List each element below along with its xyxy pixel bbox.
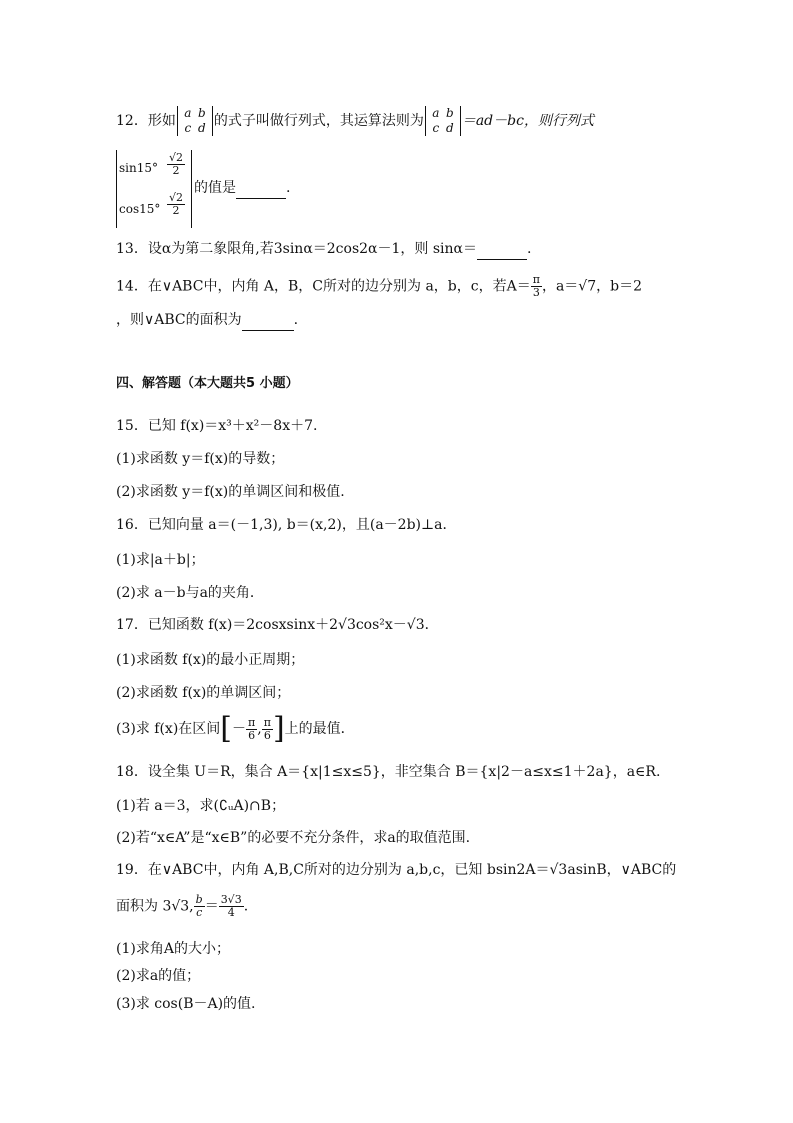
question-19-part3: (3)求 cos(B－A)的值.	[116, 996, 256, 1012]
determinant-symbol: a b c d	[425, 106, 461, 136]
question-text: 设全集 U＝R，集合 A＝{x|1≤x≤5}，非空集合 B＝{x|2－a≤x≤1＋2a}，a∈R.	[147, 764, 661, 780]
question-text: 在∨ABC中，内角 A，B，C所对的边分别为 a，b，c，若A＝	[147, 278, 531, 295]
question-text: 形如	[147, 113, 176, 129]
question-16-part1: (1)求|a＋b|；	[116, 552, 205, 568]
answer-blank[interactable]	[236, 178, 286, 199]
question-17-part3: (3)求 f(x)在区间[－ $\frac{\pi}{6}$ , $\frac{\pi}{6}$ ]上的最值．	[116, 711, 355, 746]
question-text: 已知 f(x)＝x³＋x²－8x＋7.	[147, 418, 318, 434]
question-number: 13．	[116, 241, 148, 257]
question-19-line2: 面积为 3√3, $\frac{b}{c}$ ＝ $\frac{3√3}{4}$ .	[116, 893, 249, 919]
question-number: 19．	[116, 862, 148, 878]
question-text: 设α为第二象限角,若3sinα＝2cos2α－1，则 sinα＝	[147, 241, 477, 257]
pi-over-3-fraction: $\frac{\pi}{3}$	[532, 273, 540, 299]
question-15-part1: (1)求函数 y＝f(x)的导数；	[116, 451, 285, 467]
question-12	[116, 106, 594, 136]
question-16	[116, 515, 457, 535]
question-18	[116, 762, 660, 782]
question-text: ，则∨ABC的面积为	[116, 312, 242, 328]
question-number: 18．	[116, 764, 148, 780]
question-18-part2: (2)若“x∈A”是“x∈B”的必要不充分条件，求a的取值范围.	[116, 830, 471, 846]
question-number: 12．	[116, 113, 148, 129]
question-17	[116, 615, 439, 635]
question-number: 15．	[116, 418, 148, 434]
question-text: 已知函数 f(x)＝2cosxsinx＋2√3cos²x－√3．	[147, 617, 439, 633]
det-entry: sin15°	[119, 161, 158, 175]
question-number: 17．	[116, 617, 148, 633]
question-17-part1: (1)求函数 f(x)的最小正周期；	[116, 652, 305, 668]
question-number: 16．	[116, 517, 148, 533]
question-text: ＝ad－bc，则行列式	[461, 113, 594, 129]
question-text: 的式子叫做行列式，其运算法则为	[213, 113, 424, 129]
trig-determinant	[116, 150, 192, 228]
question-13: 13．设α为第二象限角,若3sinα＝2cos2α－1，则 sinα＝ .	[116, 239, 531, 260]
question-19-part1: (1)求角A的大小；	[116, 941, 230, 957]
answer-blank[interactable]	[242, 310, 294, 331]
det-entry: cos15°	[119, 202, 161, 216]
question-number: 14．	[116, 278, 148, 295]
question-19	[116, 860, 676, 880]
question-15-part2: (2)求函数 y＝f(x)的单调区间和极值.	[116, 484, 345, 500]
question-text: 已知向量 a＝(－1,3), b＝(x,2)，且(a－2b)⊥a．	[147, 517, 457, 533]
question-19-part2: (2)求a的值；	[116, 968, 201, 984]
question-15	[116, 416, 317, 436]
question-14-line2: ，则∨ABC的面积为 .	[116, 310, 298, 331]
determinant-symbol: a b c d	[177, 106, 213, 136]
question-16-part2: (2)求 a－b与a的夹角．	[116, 585, 264, 601]
question-18-part1: (1)若 a＝3，求(∁ᵤA)∩B；	[116, 798, 286, 814]
answer-blank[interactable]	[477, 239, 527, 260]
det-entry-fraction: $\frac{√2}{2}$	[169, 191, 184, 217]
question-17-part2: (2)求函数 f(x)的单调区间；	[116, 685, 291, 701]
section-title: 四、解答题（本大题共5 小题）	[116, 376, 299, 391]
question-text: 的值是	[194, 180, 236, 196]
det-entry-fraction: $\frac{√2}{2}$	[169, 151, 184, 177]
question-text: 在∨ABC中，内角 A,B,C所对的边分别为 a,b,c，已知 bsin2A＝√3asinB，∨ABC的	[147, 862, 677, 878]
question-12-tail: 的值是 .	[194, 178, 290, 199]
question-14	[116, 274, 642, 299]
question-text: ，a＝√7，b＝2	[541, 278, 642, 295]
